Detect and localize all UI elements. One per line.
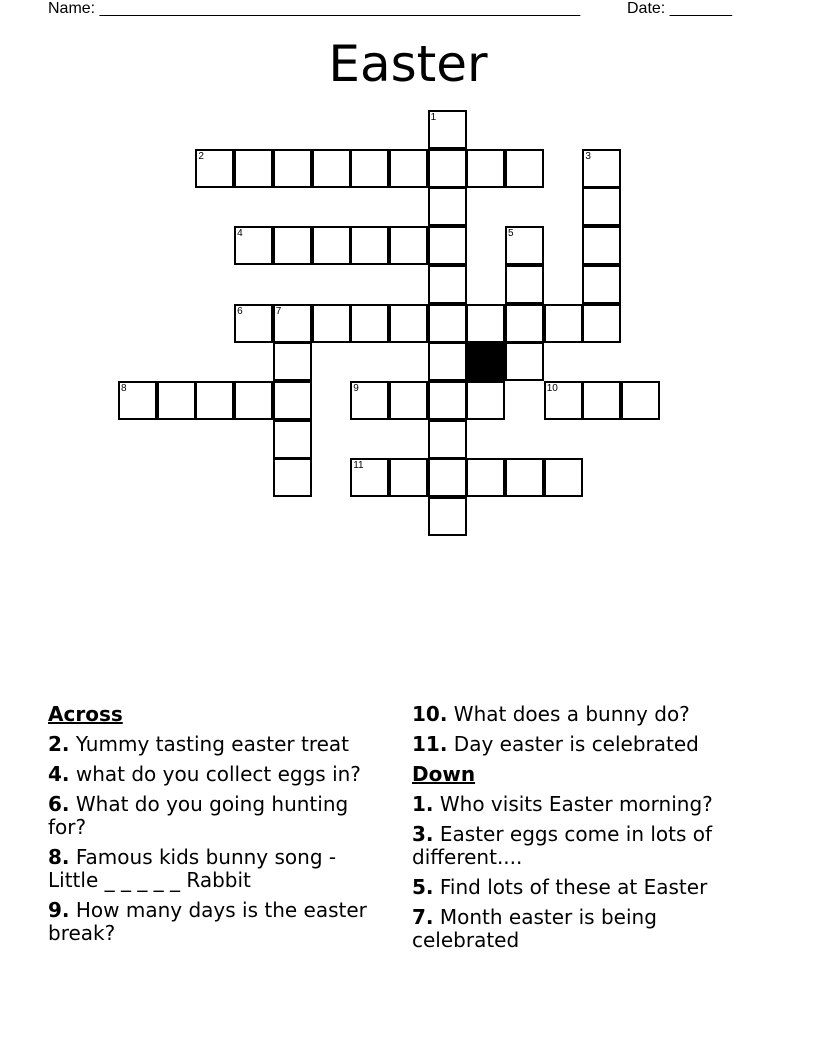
clue-number-label: 5	[508, 228, 514, 240]
answer-cell[interactable]	[428, 381, 467, 420]
clue-number-label: 8	[121, 382, 127, 394]
answer-cell[interactable]	[505, 304, 544, 343]
answer-cell[interactable]	[466, 149, 505, 188]
clue-number: 8.	[48, 845, 70, 869]
down-clue	[412, 906, 752, 952]
answer-cell[interactable]	[428, 110, 467, 149]
answer-cell[interactable]	[273, 420, 312, 459]
answer-cell[interactable]	[195, 381, 234, 420]
answer-cell[interactable]	[428, 458, 467, 497]
clue-number: 5.	[412, 875, 434, 899]
answer-cell[interactable]	[428, 342, 467, 381]
answer-cell[interactable]	[582, 187, 621, 226]
across-heading: Across	[48, 702, 123, 726]
across-clue	[48, 899, 388, 945]
answer-cell[interactable]	[428, 497, 467, 536]
clue-text: What do you going hunting for?	[48, 792, 349, 839]
answer-cell[interactable]	[505, 149, 544, 188]
answer-cell[interactable]	[428, 265, 467, 304]
clue-number-label: 9	[353, 382, 359, 394]
answer-cell[interactable]	[582, 304, 621, 343]
clue-number: 9.	[48, 898, 70, 922]
clue-text: Easter eggs come in lots of different....	[412, 822, 713, 869]
clue-column-left	[48, 703, 388, 952]
clue-number-label: 10	[546, 382, 558, 394]
clue-number-label: 7	[275, 305, 282, 317]
clue-number-label: 2	[198, 150, 204, 162]
clue-number-label: 6	[237, 305, 243, 317]
answer-cell[interactable]	[505, 265, 544, 304]
answer-cell[interactable]	[505, 458, 544, 497]
answer-cell[interactable]	[544, 381, 583, 420]
clue-number: 7.	[412, 905, 434, 929]
clue-number: 2.	[48, 732, 70, 756]
across-clue	[48, 793, 388, 839]
answer-cell[interactable]	[312, 226, 351, 265]
across-clue	[48, 763, 388, 786]
answer-cell[interactable]	[466, 304, 505, 343]
clue-text: Who visits Easter morning?	[439, 792, 713, 816]
answer-cell[interactable]	[428, 304, 467, 343]
answer-cell[interactable]	[273, 381, 312, 420]
answer-cell[interactable]	[466, 381, 505, 420]
answer-cell[interactable]	[389, 458, 428, 497]
clue-text: How many days is the easter break?	[48, 898, 367, 945]
clue-number-label: 3	[585, 150, 591, 162]
clue-text: Famous kids bunny song - Little _ _ _ _ _ Rabbit	[48, 845, 337, 892]
clue-number: 1.	[412, 792, 434, 816]
down-heading: Down	[412, 762, 476, 786]
clue-number-label: 4	[237, 228, 243, 240]
clue-number: 3.	[412, 822, 434, 846]
answer-cell[interactable]	[428, 187, 467, 226]
answer-cell[interactable]	[273, 458, 312, 497]
answer-cell[interactable]	[312, 149, 351, 188]
answer-cell[interactable]	[428, 420, 467, 459]
answer-cell[interactable]	[505, 226, 544, 265]
across-clue	[48, 846, 388, 892]
clue-text: Day easter is celebrated	[453, 732, 699, 756]
clue-column-right	[412, 703, 752, 959]
answer-cell[interactable]	[544, 304, 583, 343]
answer-cell[interactable]	[273, 226, 312, 265]
answer-cell[interactable]	[389, 304, 428, 343]
clue-number: 10.	[412, 702, 448, 726]
answer-cell[interactable]	[582, 265, 621, 304]
clue-text: What does a bunny do?	[453, 702, 690, 726]
answer-cell[interactable]	[234, 304, 273, 343]
answer-cell[interactable]	[389, 226, 428, 265]
name-line: Name: ______________________________________________________	[48, 0, 581, 17]
across-clue	[412, 703, 752, 726]
clue-text: what do you collect eggs in?	[75, 762, 361, 786]
across-clue	[412, 733, 752, 756]
answer-cell[interactable]	[273, 304, 312, 343]
black-square	[466, 342, 505, 381]
down-clue	[412, 876, 752, 899]
answer-cell[interactable]	[234, 381, 273, 420]
answer-cell[interactable]	[312, 304, 351, 343]
answer-cell[interactable]	[350, 381, 389, 420]
answer-cell[interactable]	[195, 149, 234, 188]
answer-cell[interactable]	[389, 149, 428, 188]
answer-cell[interactable]	[350, 226, 389, 265]
answer-cell[interactable]	[428, 226, 467, 265]
across-clue	[48, 733, 388, 756]
down-clue	[412, 823, 752, 869]
answer-cell[interactable]	[582, 381, 621, 420]
clue-text: Month easter is being celebrated	[412, 905, 657, 952]
clue-number-label: 1	[430, 112, 437, 123]
date-line: Date: _______	[627, 0, 732, 17]
down-clue	[412, 793, 752, 816]
answer-cell[interactable]	[234, 149, 273, 188]
answer-cell[interactable]	[428, 149, 467, 188]
answer-cell[interactable]	[505, 342, 544, 381]
answer-cell[interactable]	[582, 149, 621, 188]
answer-cell[interactable]	[273, 149, 312, 188]
clue-number: 6.	[48, 792, 70, 816]
clue-number: 4.	[48, 762, 70, 786]
answer-cell[interactable]	[234, 226, 273, 265]
answer-cell[interactable]	[350, 149, 389, 188]
answer-cell[interactable]	[621, 381, 660, 420]
answer-cell[interactable]	[466, 458, 505, 497]
answer-cell[interactable]	[582, 226, 621, 265]
answer-cell[interactable]	[273, 342, 312, 381]
clue-text: Find lots of these at Easter	[439, 875, 708, 899]
answer-cell[interactable]	[157, 381, 196, 420]
puzzle-title: Easter	[328, 35, 488, 93]
answer-cell[interactable]	[544, 458, 583, 497]
answer-cell[interactable]	[350, 304, 389, 343]
clue-number-label: 11	[353, 460, 364, 472]
answer-cell[interactable]	[350, 458, 389, 497]
clue-text: Yummy tasting easter treat	[75, 732, 350, 756]
answer-cell[interactable]	[118, 381, 157, 420]
answer-cell[interactable]	[389, 381, 428, 420]
clue-number: 11.	[412, 732, 448, 756]
